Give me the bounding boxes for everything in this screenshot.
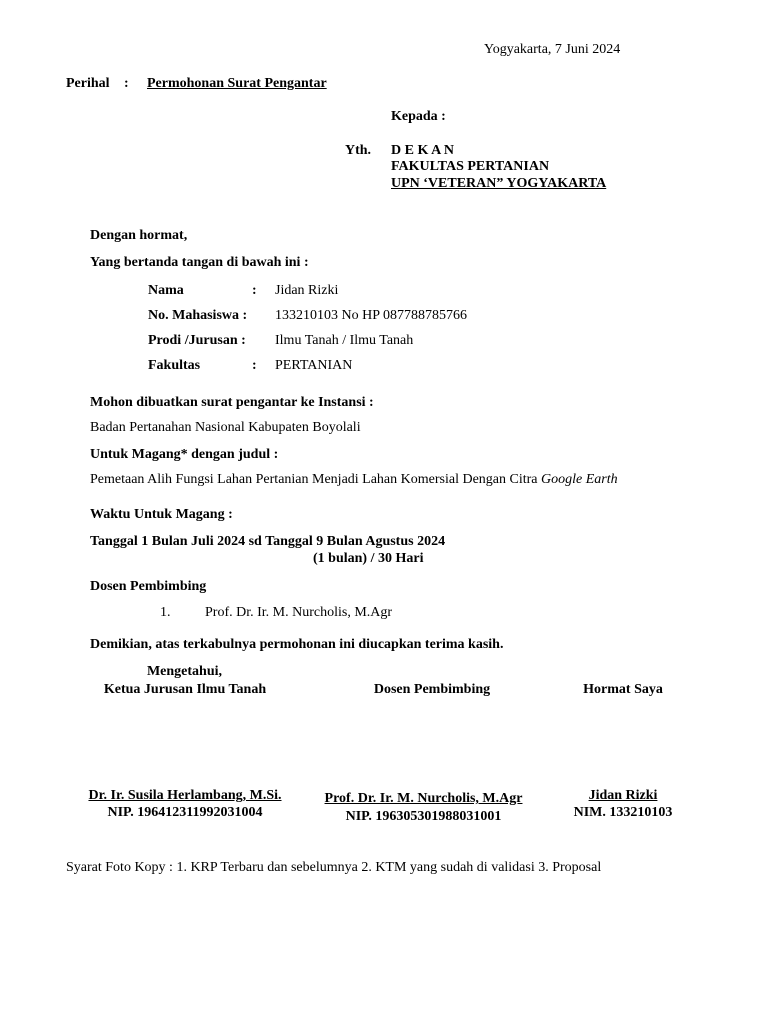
sig3-id: NIM. 133210103 <box>573 805 673 820</box>
recipient-line1: D E K A N <box>391 143 455 158</box>
subject-value: Permohonan Surat Pengantar <box>147 76 327 91</box>
waktu-line1: Tanggal 1 Bulan Juli 2024 sd Tanggal 9 Bulan Agustus 2024 <box>90 534 446 549</box>
recipient-line2: FAKULTAS PERTANIAN <box>391 159 550 174</box>
sig1-top: Mengetahui, <box>146 664 223 679</box>
student-prodi-value: Ilmu Tanah / Ilmu Tanah <box>275 333 414 348</box>
sig3-title: Hormat Saya <box>583 682 663 697</box>
judul-heading: Untuk Magang* dengan judul : <box>90 447 279 462</box>
instansi-value: Badan Pertanahan Nasional Kabupaten Boyolali <box>90 420 361 435</box>
dosen-heading: Dosen Pembimbing <box>90 579 207 594</box>
subject-colon: : <box>124 76 129 91</box>
student-name-colon: : <box>252 283 257 298</box>
sig2-name: Prof. Dr. Ir. M. Nurcholis, M.Agr <box>324 791 523 806</box>
student-nim-value: 133210103 No HP 087788785766 <box>275 308 467 323</box>
greeting: Dengan hormat, <box>90 228 188 243</box>
judul-text: Pemetaan Alih Fungsi Lahan Pertanian Menjadi Lahan Komersial Dengan Citra <box>90 472 541 487</box>
sig1-id: NIP. 196412311992031004 <box>107 805 263 820</box>
recipient-yth: Yth. <box>345 143 372 158</box>
student-fakultas-colon: : <box>252 358 257 373</box>
closing-text: Demikian, atas terkabulnya permohonan ini diucapkan terima kasih. <box>90 637 504 652</box>
judul-italic: Google Earth <box>541 472 618 487</box>
place-date: Yogyakarta, 7 Juni 2024 <box>484 42 621 57</box>
intro: Yang bertanda tangan di bawah ini : <box>90 255 309 270</box>
sig1-name: Dr. Ir. Susila Herlambang, M.Si. <box>88 788 282 803</box>
sig3-name: Jidan Rizki <box>588 788 658 803</box>
sig2-id: NIP. 196305301988031001 <box>345 809 502 824</box>
subject-label: Perihal <box>66 76 110 91</box>
student-nim-label: No. Mahasiswa : <box>148 308 248 323</box>
student-name-value: Jidan Rizki <box>275 283 339 298</box>
recipient-kepada: Kepada : <box>391 109 446 124</box>
waktu-heading: Waktu Untuk Magang : <box>90 507 233 522</box>
waktu-line2: (1 bulan) / 30 Hari <box>313 551 424 566</box>
student-fakultas-label: Fakultas <box>148 358 201 373</box>
instansi-heading: Mohon dibuatkan surat pengantar ke Instansi : <box>90 395 374 410</box>
recipient-line3: UPN ‘VETERAN” YOGYAKARTA <box>391 176 607 191</box>
student-name-label: Nama <box>148 283 184 298</box>
student-fakultas-value: PERTANIAN <box>275 358 353 373</box>
judul-value <box>90 471 618 488</box>
student-prodi-label: Prodi /Jurusan : <box>148 333 246 348</box>
sig2-title: Dosen Pembimbing <box>373 682 491 697</box>
footer-requirements: Syarat Foto Kopy : 1. KRP Terbaru dan sebelumnya 2. KTM yang sudah di validasi 3. Proposal <box>66 860 602 875</box>
dosen-name: Prof. Dr. Ir. M. Nurcholis, M.Agr <box>205 605 393 620</box>
dosen-number: 1. <box>160 605 171 620</box>
sig1-title: Ketua Jurusan Ilmu Tanah <box>103 682 267 697</box>
